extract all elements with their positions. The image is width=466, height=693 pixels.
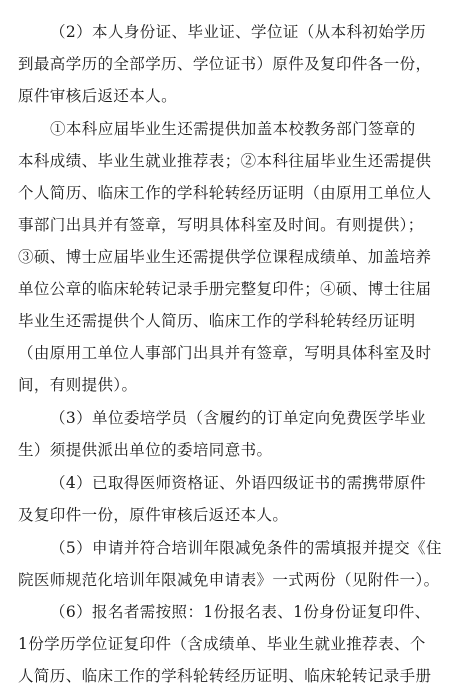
paragraph-line: （5）申请并符合培训年限减免条件的需填报并提交《住 <box>50 539 442 557</box>
paragraph-line: （由原用工单位人事部门出具并有签章，写明具体科室及时 <box>18 344 432 362</box>
paragraph-line: （6）报名者需按照：1份报名表、1份身份证复印件、 <box>50 603 431 621</box>
paragraph-line: 毕业生还需提供个人简历、临床工作的学科轮转经历证明 <box>18 312 416 330</box>
paragraph-line: 生）须提供派出单位的委培同意书。 <box>18 441 273 459</box>
paragraph-line: 单位公章的临床轮转记录手册完整复印件；④硕、博士往届 <box>18 280 432 298</box>
paragraph-line: ③硕、博士应届毕业生还需提供学位课程成绩单、加盖培养 <box>18 248 432 266</box>
paragraph-line: ①本科应届毕业生还需提供加盖本校教务部门签章的 <box>50 120 416 138</box>
paragraph-line: 原件审核后返还本人。 <box>18 87 178 105</box>
paragraph-line: 人简历、临床工作的学科轮转经历证明、临床轮转记录手册 <box>18 667 432 685</box>
paragraph-line: （2）本人身份证、毕业证、学位证（从本科初始学历 <box>50 23 426 41</box>
paragraph-line: （3）单位委培学员（含履约的订单定向免费医学毕业 <box>50 409 426 427</box>
paragraph-line: 事部门出具并有签章，写明具体科室及时间。有则提供）； <box>18 216 424 234</box>
paragraph-line: （4）已取得医师资格证、外语四级证书的需携带原件 <box>50 474 426 492</box>
paragraph-line: 1份学历学位证复印件（含成绩单、毕业生就业推荐表、个 <box>18 635 426 653</box>
paragraph-line: 到最高学历的全部学历、学位证书）原件及复印件各一份， <box>18 55 432 73</box>
paragraph-line: 本科成绩、毕业生就业推荐表；②本科往届毕业生还需提供 <box>18 152 432 170</box>
paragraph-line: 间，有则提供）。 <box>18 376 138 394</box>
paragraph-line: 及复印件一份，原件审核后返还本人。 <box>18 506 289 524</box>
paragraph-line: 院医师规范化培训年限减免申请表》一式两份（见附件一）。 <box>18 571 440 589</box>
paragraph-line: 个人简历、临床工作的学科轮转经历证明（由原用工单位人 <box>18 184 432 202</box>
